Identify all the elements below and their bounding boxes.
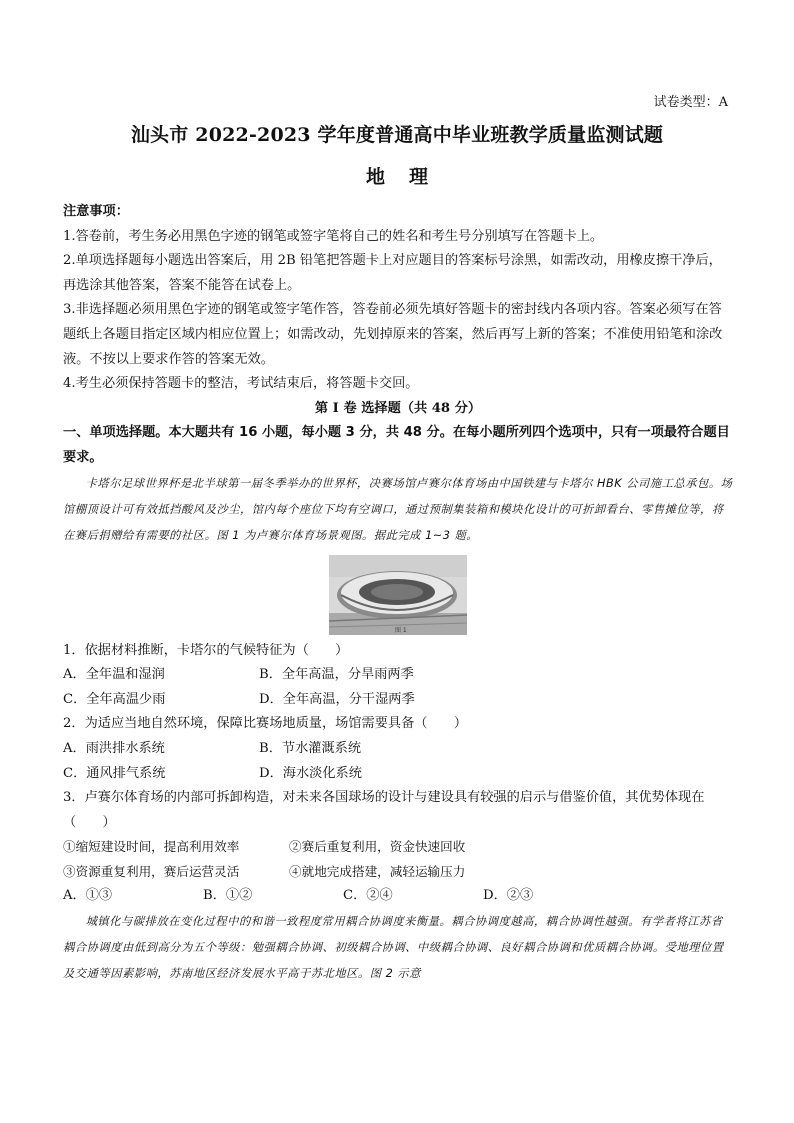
statement-2: ②赛后重复利用，资金快速回收: [289, 839, 466, 855]
section-title: 第 I 卷 选择题（共 48 分）: [314, 400, 482, 416]
option-b: B．节水灌溉系统: [259, 740, 362, 756]
stadium-image: [329, 555, 467, 635]
reading-material-1: 卡塔尔足球世界杯是北半球第一届冬季举办的世界杯，决赛场馆卢赛尔体育场由中国铁建与卡塔尔 HBK 公司施工总承包。场馆棚顶设计可有效抵挡酸风及沙尘，馆内每个座位下均有空调口，通过预制集装箱和模块化设计的可折卸看台、零售摊位等，将在赛后捐赠给有需要的社区。图 1 为卢赛尔体育场景观图。据此完成 1~3 题。: [63, 476, 733, 542]
question-3-statements-row: [63, 835, 733, 860]
part-instructions: 一、单项选择题。本大题共有 16 小题，每小题 3 分，共 48 分。在每小题所列四个选项中，只有一项最符合题目要求。: [63, 425, 730, 465]
statement-1: ①缩短建设时间，提高利用效率: [63, 839, 240, 855]
note-item: 3.非选择题必须用黑色字迹的钢笔或签字笔作答，答卷前必须先填好答题卡的密封线内各项内容。答案必须写在答题纸上各题目指定区域内相应位置上；如需改动，先划掉原来的答案，然后再写上新的答案；不准使用铅笔和涂改液。不按以上要求作答的答案无效。: [63, 302, 723, 367]
question-1-options-row: [63, 688, 733, 713]
option-c: C．②④: [343, 888, 393, 904]
option-d: D．海水淡化系统: [259, 765, 362, 781]
figure-caption: 图 1: [395, 626, 407, 634]
question-3-options-row: [63, 884, 733, 909]
figure-1-stadium-photo: [329, 555, 467, 635]
note-item: 4.考生必须保持答题卡的整洁，考试结束后，将答题卡交回。: [63, 376, 419, 392]
subject-title: [0, 162, 794, 189]
statement-4: ④就地完成搭建，减轻运输压力: [289, 863, 466, 879]
question-1-stem: 1．依据材料推断，卡塔尔的气候特征为（ ）: [63, 642, 349, 658]
question-2-options-row: [63, 762, 733, 787]
option-c: C．通风排气系统: [63, 765, 166, 781]
reading-material-2: 城镇化与碳排放在变化过程中的和谐一致程度常用耦合协调度来衡量。耦合协调度越高，耦合协调性越强。有学者将江苏省耦合协调度由低到高分为五个等级：勉强耦合协调、初级耦合协调、中级耦合协调、良好耦合协调和优质耦合协调。受地理位置及交通等因素影响，苏南地区经济发展水平高于苏北地区。图 2 示意: [63, 915, 724, 981]
option-c: C．全年高温少雨: [63, 691, 166, 707]
option-a: A．全年温和湿润: [63, 667, 165, 683]
exam-title: 汕头市 2022-2023 学年度普通高中毕业班教学质量监测试题: [130, 124, 664, 146]
subject-char-1: 地: [365, 166, 385, 188]
question-3-stem: 3．卢赛尔体育场的内部可拆卸构造，对未来各国球场的设计与建设具有较强的启示与借鉴价值，其优势体现在（ ）: [63, 790, 705, 830]
statement-3: ③资源重复利用，赛后运营灵活: [63, 863, 240, 879]
option-d: D．全年高温，分干湿两季: [259, 691, 415, 707]
option-d: D．②③: [483, 888, 534, 904]
notes-heading: 注意事项：: [63, 204, 129, 219]
note-item: 1.答卷前，考生务必用黑色字迹的钢笔或签字笔将自己的姓名和考生号分别填写在答题卡上。: [63, 228, 604, 244]
paper-type-label: 试卷类型：A: [653, 95, 728, 110]
option-b: B．①②: [203, 888, 253, 904]
question-2-options-row: [63, 737, 733, 762]
question-1-options-row: [63, 663, 733, 688]
subject-char-2: 理: [409, 166, 429, 188]
note-item: 2.单项选择题每小题选出答案后，用 2B 铅笔把答题卡上对应题目的答案标号涂黑，如需改动，用橡皮擦干净后，再选涂其他答案，答案不能答在试卷上。: [63, 253, 722, 293]
option-b: B．全年高温，分旱雨两季: [259, 667, 414, 683]
option-a: A．①③: [63, 888, 113, 904]
exam-content: [63, 200, 733, 987]
option-a: A．雨洪排水系统: [63, 740, 165, 756]
question-2-stem: 2．为适应当地自然环境，保障比赛场地质量，场馆需要具备（ ）: [63, 716, 468, 732]
question-3-statements-row: [63, 860, 733, 885]
